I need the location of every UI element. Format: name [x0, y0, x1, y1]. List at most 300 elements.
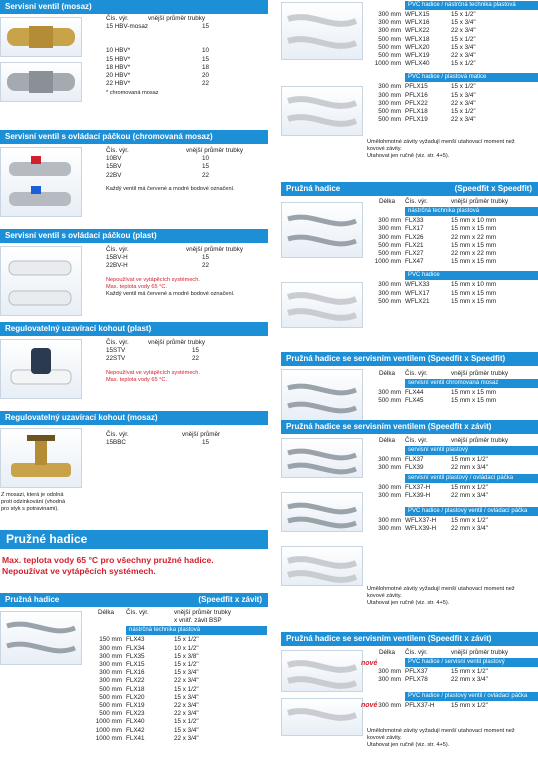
section-title: Regulovatelný uzavírací kohout (plast)	[0, 322, 268, 336]
cell-length: 500 mm	[99, 702, 122, 710]
cell-code: 15BV	[106, 163, 122, 171]
cell-code: 22BV	[106, 171, 122, 179]
cell-code: FLX26	[405, 233, 424, 241]
cell-code: 22BV-H	[106, 262, 128, 270]
note-line: Utahovat jen ručně (viz. str. 4+5).	[367, 153, 450, 159]
table-flex-hose-valve-thread-new	[369, 649, 538, 710]
table-row	[369, 217, 538, 225]
cell-code: PFLX37-H	[405, 701, 435, 709]
cell-length: 300 mm	[378, 676, 401, 684]
product-photo-lever-valves	[0, 147, 82, 217]
cell-diameter: 22 mm x 22 mm	[451, 233, 497, 241]
cell-diameter: 15 mm x 10 mm	[451, 217, 497, 225]
cell-length: 300 mm	[378, 456, 401, 464]
cell-length: 300 mm	[99, 677, 122, 685]
cell-length: 300 mm	[378, 389, 401, 397]
section-title	[0, 593, 268, 607]
cell-diameter: 22	[192, 355, 200, 363]
table-row	[369, 11, 538, 19]
table-row	[86, 661, 267, 669]
cell-length: 300 mm	[378, 11, 401, 18]
note-line: kovové závity.	[367, 735, 402, 741]
cell-code: FLX39-H	[405, 491, 431, 499]
section-flex-hose-thread-continued	[281, 0, 538, 170]
cell-diameter: 15 x 1/2"	[174, 718, 199, 726]
table-row	[369, 281, 538, 289]
group-band: servisní ventil plastový / ovládací páčka	[405, 474, 538, 483]
col-header-diameter: vnější průměr trubky	[451, 198, 509, 205]
table-body	[369, 668, 538, 684]
material-note-line: pro styk s potravinami).	[1, 506, 59, 512]
cell-code: FLX37-H	[405, 483, 431, 491]
cell-diameter: 15 x 1/2"	[174, 685, 199, 693]
cell-code: WFLX18	[405, 35, 430, 43]
cell-code: FLX34	[126, 644, 145, 652]
cell-code: FLX43	[126, 636, 145, 644]
cell-code: WFLX20	[405, 43, 430, 51]
table-row	[369, 116, 538, 124]
section-title: Servisní ventil s ovládací páčkou (plast)	[0, 229, 268, 243]
cell-diameter: 15 mm x 15 mm	[451, 225, 497, 233]
cell-code: 22STV	[106, 355, 126, 363]
table-flex-hose-speedfit	[369, 198, 538, 306]
cell-length: 1000 mm	[95, 718, 122, 726]
cell-code: 15 HBV*	[106, 55, 131, 63]
product-photo-stop-cock-plastic	[0, 339, 82, 399]
product-photo-pvc-hose-nut	[281, 86, 363, 136]
col-header-code: Čís. výr.	[405, 649, 428, 656]
table-body	[369, 517, 538, 533]
table-row	[86, 718, 267, 726]
cell-length: 300 mm	[378, 233, 401, 241]
cell-diameter: 15 x 3/8"	[174, 652, 199, 660]
table-row	[369, 517, 538, 525]
section-title	[281, 182, 538, 196]
cell-diameter: 15 mm x 1/2"	[451, 517, 488, 525]
table-row	[86, 636, 267, 644]
cell-code: FLX39	[405, 464, 424, 472]
cell-diameter: 22 mm x 22 mm	[451, 250, 497, 258]
cell-code: WFLX16	[405, 19, 430, 27]
col-header-code: Čís. výr.	[106, 15, 129, 22]
cell-length: 300 mm	[99, 669, 122, 677]
note-line: Umělohmotné závity vyžadují menší utahovací moment než	[367, 586, 515, 592]
table-row	[106, 163, 243, 171]
cell-diameter: 15	[202, 254, 210, 262]
product-photo-plastic-valves	[0, 246, 82, 316]
table-flex-hose-valve-thread	[369, 437, 538, 533]
table-row	[369, 108, 538, 116]
table-row	[86, 645, 267, 653]
section-service-valve-lever-chrome	[0, 130, 268, 222]
col-header-length: Délka	[378, 198, 396, 205]
cell-code: 15BBC	[106, 439, 126, 447]
material-note	[1, 492, 65, 513]
cell-code: FLX21	[405, 241, 424, 249]
new-badge: nové	[361, 702, 378, 709]
col-header-code: Čís. výr.	[106, 147, 129, 154]
cell-diameter: 22 x 3/4"	[174, 710, 199, 718]
cell-diameter: 15 x 1/2"	[174, 636, 199, 644]
cell-length: 500 mm	[99, 693, 122, 701]
cell-diameter: 15 mm x 1/2"	[451, 483, 488, 491]
group-band: PVC hadice / servisní ventil plastový	[405, 658, 538, 667]
cell-diameter: 15 x 3/4"	[174, 693, 199, 701]
cell-diameter: 22	[202, 171, 210, 179]
cell-diameter: 10	[202, 47, 210, 55]
table-flex-hose-valve-speedfit	[369, 370, 538, 406]
cell-length: 1000 mm	[374, 258, 401, 266]
table-row	[369, 389, 538, 397]
table-row	[106, 80, 209, 88]
col-header-code: Čís. výr.	[405, 198, 428, 205]
note-line: Utahovat jen ručně (viz. str. 4+5).	[367, 600, 450, 606]
table-body	[86, 636, 267, 743]
cell-length: 1000 mm	[95, 734, 122, 742]
table-row	[369, 44, 538, 52]
section-stop-cock-brass	[0, 411, 268, 515]
cell-length: 300 mm	[378, 525, 401, 533]
group-band: nástrčná technika plastová	[126, 626, 267, 635]
cell-length: 300 mm	[378, 491, 401, 499]
cell-code: 18 HBV*	[106, 63, 131, 71]
cell-diameter: 15 mm x 10 mm	[451, 281, 497, 289]
cell-code: FLX47	[405, 258, 424, 266]
cell-diameter: 15	[192, 347, 200, 355]
cell-length: 1000 mm	[95, 726, 122, 734]
product-photo-pvc-hose-valve-2	[281, 698, 363, 736]
group-band: PVC hadice	[405, 271, 538, 280]
table-stop-cock-plastic	[106, 339, 205, 384]
cell-code: FLX44	[405, 389, 424, 397]
product-photo-hose-with-valve	[281, 369, 363, 421]
cell-length: 300 mm	[378, 99, 401, 107]
section-flex-hose-thread	[0, 593, 268, 763]
group-band: PVC hadice / nástrčná technika plastová	[405, 1, 538, 10]
cell-diameter: 15 x 3/4"	[174, 669, 199, 677]
table-row	[369, 525, 538, 533]
table-body	[369, 456, 538, 472]
cell-diameter: 15 x 3/4"	[451, 19, 476, 27]
table-row	[369, 250, 538, 258]
cell-diameter: 22 x 3/4"	[174, 702, 199, 710]
cell-code: FLX22	[126, 677, 145, 685]
cell-diameter: 15 mm x 15 mm	[451, 297, 497, 305]
table-row	[106, 355, 205, 363]
cell-length: 150 mm	[99, 636, 122, 644]
cell-diameter: 15 x 3/4"	[451, 43, 476, 51]
table-row	[369, 60, 538, 68]
warning-line-2: Nepoužívat ve vytápěcích systémech.	[2, 566, 156, 576]
section-flex-hose-valve-speedfit	[281, 352, 538, 422]
product-photo-brass-valve	[0, 17, 82, 57]
table-row	[369, 298, 538, 306]
table-flex-hose-thread	[86, 609, 267, 743]
table-row	[369, 83, 538, 91]
cell-code: FLX16	[126, 669, 145, 677]
cell-code: WFLX15	[405, 11, 430, 18]
cell-diameter: 15	[202, 55, 210, 63]
chapter-title: Pružné hadice	[0, 530, 268, 549]
cell-code: WFLX37-H	[405, 517, 437, 525]
table-row	[106, 64, 209, 72]
cell-diameter: 20	[202, 72, 210, 80]
cell-code: FLX20	[126, 693, 145, 701]
cell-diameter: 15 mm x 15 mm	[451, 289, 497, 297]
col-header-code: Čís. výr.	[126, 609, 149, 616]
section-title: Regulovatelný uzavírací kohout (mosaz)	[0, 411, 268, 425]
cell-length: 500 mm	[378, 116, 401, 124]
table-row	[86, 735, 267, 743]
table-row	[106, 172, 243, 180]
cell-length: 300 mm	[378, 27, 401, 35]
section-flex-hose-valve-thread-new	[281, 632, 538, 763]
table-row	[106, 254, 243, 262]
cell-code: FLX45	[405, 397, 424, 405]
table-row	[86, 677, 267, 685]
note-line: kovové závity.	[367, 146, 402, 152]
section-flex-hose-speedfit	[281, 182, 538, 332]
cell-code: WFLX17	[405, 289, 430, 297]
group-band: PVC hadice / plastový ventil / ovládací páčka	[405, 507, 538, 516]
col-header-diameter: vnější průměr trubky	[186, 147, 244, 154]
table-row	[369, 668, 538, 676]
cell-code: PFLX16	[405, 91, 428, 99]
note-line: Umělohmotné závity vyžadují menší utahovací moment než	[367, 728, 515, 734]
table-service-valve-brass	[106, 15, 209, 97]
table-row	[86, 653, 267, 661]
cell-diameter: 10	[202, 155, 210, 163]
table-row	[369, 484, 538, 492]
product-photo-stop-cock-brass	[0, 428, 82, 488]
table-body	[369, 11, 538, 68]
cell-length: 500 mm	[378, 250, 401, 258]
col-header-diameter: vnější průměr trubky	[148, 339, 206, 346]
cell-length: 500 mm	[99, 685, 122, 693]
table-row	[86, 694, 267, 702]
cell-diameter: 22 x 3/4"	[451, 52, 476, 60]
product-photo-pvc-hose-valve-1	[281, 650, 363, 692]
cell-code: PFLX18	[405, 108, 428, 116]
cell-diameter: 18	[202, 63, 210, 71]
cell-code: PFLX37	[405, 668, 428, 676]
cell-diameter: 15	[202, 23, 210, 31]
table-body	[369, 702, 538, 710]
section-service-valve-brass	[0, 0, 268, 120]
section-title: Pružná hadice se servisním ventilem (Speedfit x závit)	[281, 420, 538, 434]
table-row	[369, 456, 538, 464]
cell-diameter: 15 x 1/2"	[451, 35, 476, 43]
cell-diameter: 15 mm x 1/2"	[451, 668, 488, 676]
col-header-length: Délka	[378, 437, 396, 444]
material-note-line: Z mosazi, která je odolná	[1, 492, 64, 498]
cell-code: PFLX15	[405, 83, 428, 91]
cell-length: 300 mm	[378, 668, 401, 676]
torque-note	[367, 728, 535, 749]
col-header-code: Čís. výr.	[106, 246, 129, 253]
table-row	[369, 464, 538, 472]
cell-code: 15 HBV-mosaz	[106, 23, 148, 31]
cell-length: 500 mm	[378, 35, 401, 43]
cell-code: WFLX39-H	[405, 525, 437, 533]
cell-length: 300 mm	[378, 91, 401, 99]
cell-diameter: 22	[202, 80, 210, 88]
cell-code: FLX27	[405, 250, 424, 258]
group-band: servisní ventil chromovaná mosaz	[405, 379, 538, 388]
group-band: PVC hadice / plastový ventil / ovládací páčka	[405, 692, 538, 701]
note-line: Utahovat jen ručně (viz. str. 4+5).	[367, 742, 450, 748]
cell-diameter: 15 mm x 15 mm	[451, 397, 497, 405]
cell-diameter: 15 mm x 15 mm	[451, 241, 497, 249]
cell-diameter: 22 mm x 3/4"	[451, 676, 488, 684]
table-body	[369, 217, 538, 266]
cell-diameter: 15 x 3/4"	[174, 726, 199, 734]
cell-diameter: 15 x 3/4"	[451, 91, 476, 99]
cell-length: 300 mm	[99, 652, 122, 660]
cell-length: 300 mm	[378, 483, 401, 491]
section-title-text: Pružná hadice	[5, 595, 60, 604]
cell-code: FLX42	[126, 726, 145, 734]
table-row	[369, 52, 538, 60]
cell-length: 300 mm	[378, 517, 401, 525]
table-service-valve-lever-chrome	[106, 147, 243, 193]
table-row	[369, 234, 538, 242]
table-row	[369, 27, 538, 35]
product-photo-pvc-hose	[281, 2, 363, 60]
table-row	[106, 56, 209, 64]
table-row	[369, 676, 538, 684]
cell-length: 500 mm	[378, 397, 401, 405]
cell-code: 10BV	[106, 155, 122, 163]
table-row	[369, 702, 538, 710]
col-header-diameter: vnější průměr trubky	[148, 15, 206, 22]
table-row	[106, 262, 243, 270]
cell-code: 15STV	[106, 347, 126, 355]
cell-diameter: 22 x 3/4"	[451, 99, 476, 107]
footnote: Každý ventil má červené a modré bodové označení.	[106, 290, 235, 297]
col-header-code: Čís. výr.	[106, 339, 129, 346]
cell-code: FLX18	[126, 685, 145, 693]
table-body	[369, 484, 538, 500]
torque-note	[367, 139, 535, 160]
warning-text: Nepoužívat ve vytápěcích systémech.	[106, 276, 200, 283]
col-header-code: Čís. výr.	[405, 437, 428, 444]
table-row	[106, 155, 243, 163]
cell-length: 300 mm	[378, 83, 401, 91]
table-row	[106, 347, 205, 355]
table-body	[369, 281, 538, 306]
cell-code: 22 HBV*	[106, 80, 131, 88]
product-photo-speedfit-hose	[281, 202, 363, 258]
cell-length: 300 mm	[378, 225, 401, 233]
cell-code: FLX17	[405, 225, 424, 233]
cell-code: FLX41	[126, 734, 145, 742]
cell-diameter: 15 mm x 15 mm	[451, 389, 497, 397]
cell-code: PFLX19	[405, 116, 428, 124]
col-header-code: Čís. výr.	[405, 370, 428, 377]
section-service-valve-lever-plastic	[0, 229, 268, 315]
cell-length: 1000 mm	[374, 60, 401, 68]
table-pvc-hose-top	[369, 0, 538, 124]
cell-length: 300 mm	[378, 217, 401, 225]
cell-diameter: 15 x 1/2"	[451, 11, 476, 18]
table-row	[369, 19, 538, 27]
section-flex-hose-valve-thread	[281, 420, 538, 620]
table-service-valve-lever-plastic	[106, 246, 243, 298]
new-badge: nové	[361, 660, 378, 667]
cell-diameter: 15	[202, 439, 210, 447]
cell-diameter: 15 mm x 1/2"	[451, 701, 488, 709]
product-photo-flex-hose	[0, 611, 82, 665]
cell-code: 15BV-H	[106, 254, 128, 262]
section-title: Pružná hadice se servisním ventilem (Speedfit x Speedfit)	[281, 352, 538, 366]
cell-code: PFLX22	[405, 99, 428, 107]
table-row	[369, 290, 538, 298]
cell-code: WFLX22	[405, 27, 430, 35]
col-header-diameter: vnější průměr trubky	[451, 370, 509, 377]
group-band: PVC hadice / plastová matice	[405, 73, 538, 82]
product-photo-hose-valve-2	[281, 492, 363, 532]
cell-length: 500 mm	[99, 710, 122, 718]
cell-code: WFLX19	[405, 52, 430, 60]
cell-diameter: 15	[202, 163, 210, 171]
table-row	[86, 702, 267, 710]
cell-diameter: 15 x 1/2"	[174, 661, 199, 669]
material-note-line: proti odzinkování (vhodná	[1, 499, 66, 505]
section-subtitle: (Speedfit x Speedfit)	[454, 184, 532, 193]
table-row	[369, 397, 538, 405]
cell-diameter: 15 x 1/2"	[451, 83, 476, 91]
cell-length: 500 mm	[378, 43, 401, 51]
cell-code: FLX37	[405, 456, 424, 464]
cell-code: FLX40	[126, 718, 145, 726]
table-body	[369, 389, 538, 405]
warning-text: Max. teplota vody 65 °C.	[106, 283, 168, 290]
col-header-diameter: vnější průměr trubky	[174, 609, 232, 616]
warning-line	[2, 555, 214, 577]
cell-length: 300 mm	[99, 644, 122, 652]
warning-text: Nepoužívat ve vytápěcích systémech.	[106, 369, 200, 376]
note-line: kovové závity.	[367, 593, 402, 599]
col-header-diameter: vnější průměr	[182, 431, 221, 438]
cell-diameter: 15 x 1/2"	[451, 60, 476, 68]
table-row	[369, 492, 538, 500]
table-row	[369, 100, 538, 108]
cell-diameter: 22 mm x 3/4"	[451, 525, 488, 533]
cell-code: FLX35	[126, 652, 145, 660]
col-header-length: Délka	[97, 609, 115, 616]
footnote: Každý ventil má červené a modré bodové označení.	[106, 185, 235, 192]
section-title: Servisní ventil (mosaz)	[0, 0, 268, 14]
section-stop-cock-plastic	[0, 322, 268, 400]
col-header-diameter: vnější průměr trubky	[186, 246, 244, 253]
table-row	[86, 710, 267, 718]
cell-diameter: 15 x 1/2"	[451, 108, 476, 116]
table-row	[106, 439, 220, 447]
table-body	[369, 83, 538, 124]
col-header-thread: x vnitř. závit BSP	[174, 617, 222, 625]
cell-code: FLX15	[126, 661, 145, 669]
table-row	[369, 258, 538, 266]
col-header-code: Čís. výr.	[106, 431, 129, 438]
section-title-text: Pružná hadice	[286, 184, 341, 193]
cell-code: PFLX78	[405, 676, 428, 684]
cell-code: FLX33	[405, 217, 424, 225]
cell-diameter: 22 x 3/4"	[174, 677, 199, 685]
cell-length: 500 mm	[378, 241, 401, 249]
table-row	[369, 92, 538, 100]
cell-length: 300 mm	[378, 281, 401, 289]
